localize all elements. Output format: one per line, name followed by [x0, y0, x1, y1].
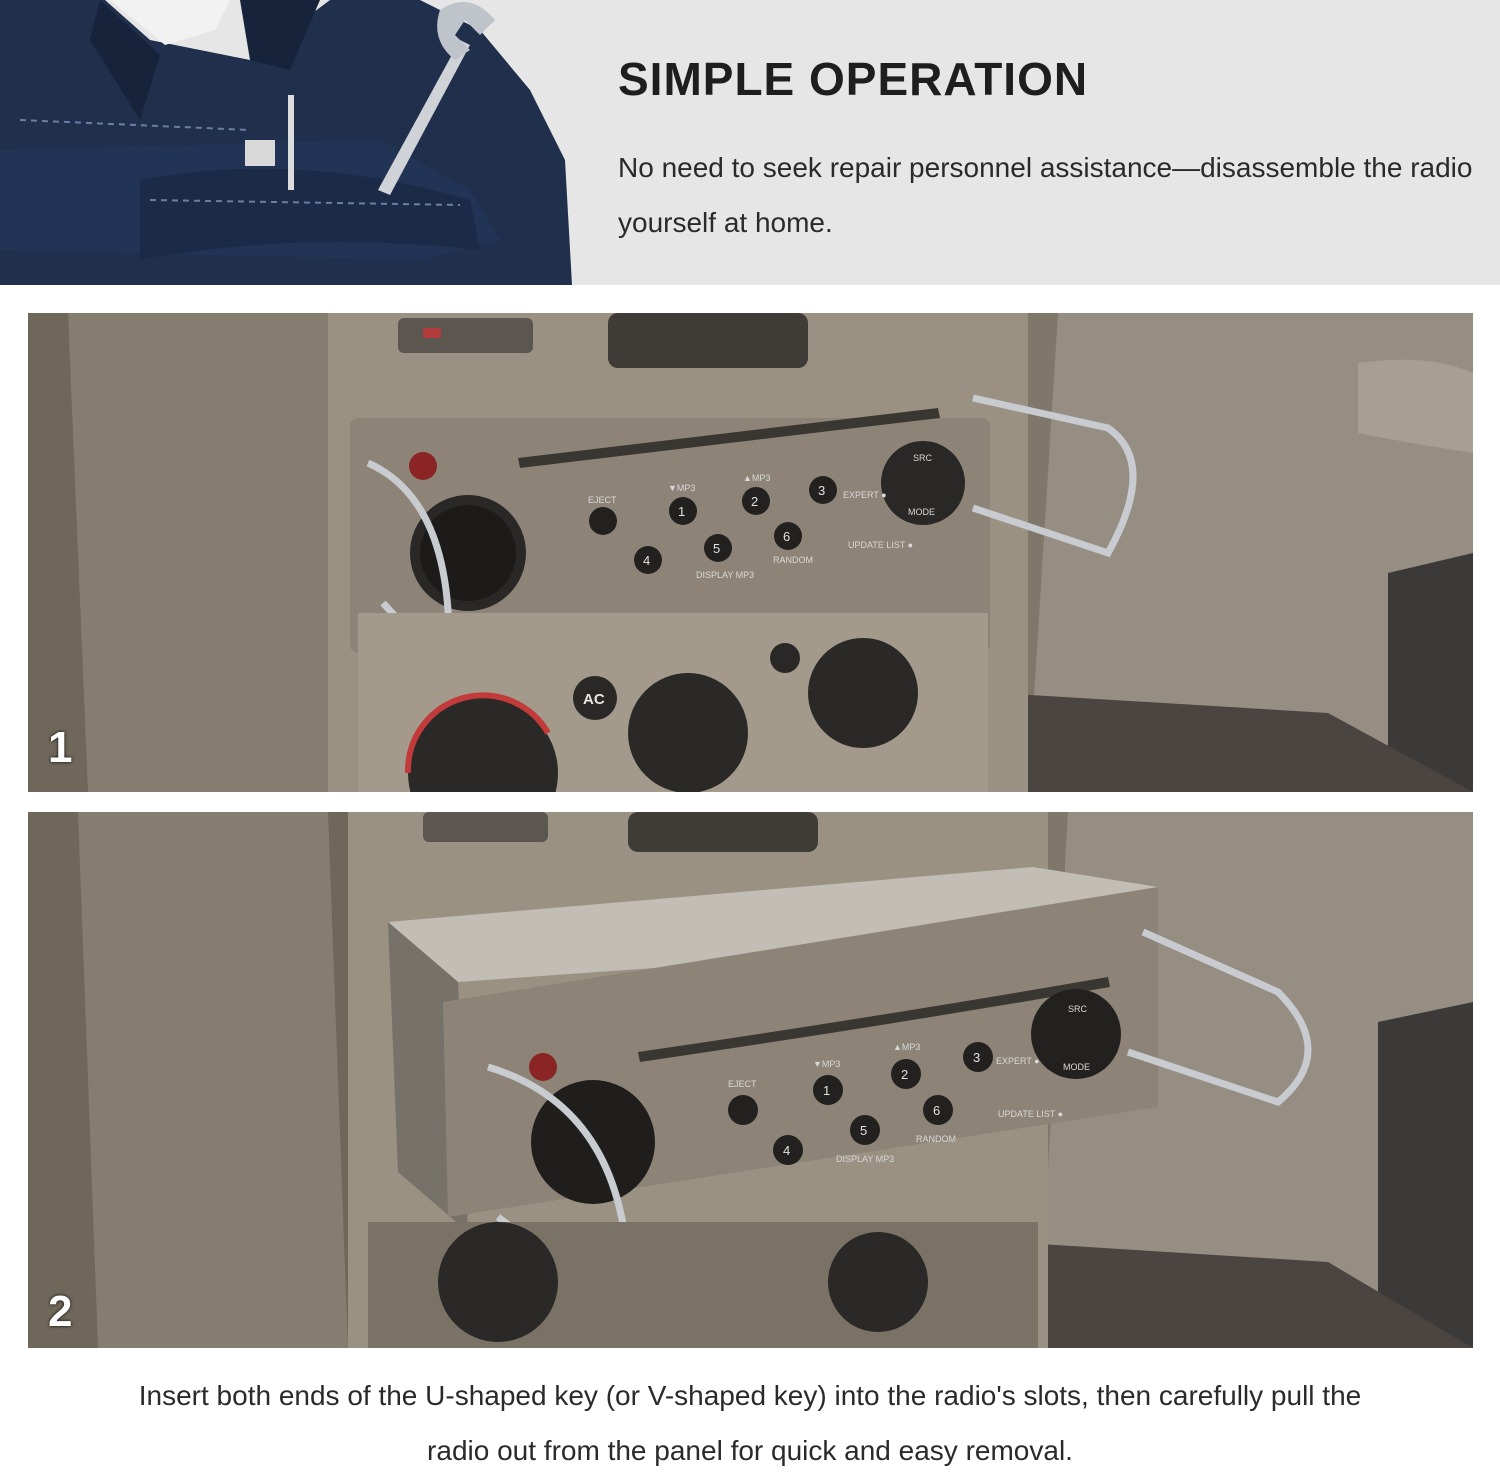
mode-label: MODE	[908, 507, 935, 517]
step-1-photo	[28, 313, 1473, 792]
random-label: RANDOM	[773, 555, 813, 565]
random-label-2: RANDOM	[916, 1134, 956, 1144]
display-mp3-label: DISPLAY MP3	[696, 570, 755, 580]
header-banner	[0, 0, 1500, 285]
button-2-label-2: 2	[901, 1067, 909, 1082]
mp3-down-label: ▼MP3	[668, 483, 696, 493]
expert-label: EXPERT ●	[843, 490, 887, 500]
button-2-label: 2	[751, 494, 759, 509]
display-mp3-label-2: DISPLAY MP3	[836, 1154, 895, 1164]
step-2-photo	[28, 812, 1473, 1348]
dashboard-radio-installed-image	[28, 313, 1473, 792]
mp3-up-label: ▲MP3	[743, 473, 771, 483]
header-description: No need to seek repair personnel assistance—disassemble the radio yourself at home.	[618, 152, 1473, 238]
button-5-label: 5	[713, 541, 721, 556]
button-1-label: 1	[678, 504, 686, 519]
update-list-label: UPDATE LIST ●	[848, 540, 914, 550]
expert-label-2: EXPERT ●	[996, 1056, 1040, 1066]
button-3-label: 3	[818, 483, 826, 498]
button-6-label-2: 6	[933, 1103, 941, 1118]
button-1-label-2: 1	[823, 1083, 831, 1098]
button-6-label: 6	[783, 529, 791, 544]
button-4-label: 4	[643, 553, 651, 568]
eject-label-2: EJECT	[728, 1079, 757, 1089]
src-label: SRC	[913, 453, 933, 463]
button-4-label-2: 4	[783, 1143, 791, 1158]
eject-label: EJECT	[588, 495, 617, 505]
update-list-label-2: UPDATE LIST ●	[998, 1109, 1064, 1119]
src-label-2: SRC	[1068, 1004, 1088, 1014]
button-5-label-2: 5	[860, 1123, 868, 1138]
caption-text: Insert both ends of the U-shaped key (or V-shaped key) into the radio's slots, then carefully pull the radio out from the panel for quick and easy removal.	[138, 1380, 1362, 1466]
page-title: SIMPLE OPERATION	[618, 53, 1089, 105]
mp3-up-label-2: ▲MP3	[893, 1042, 921, 1052]
mode-label-2: MODE	[1063, 1062, 1090, 1072]
dashboard-radio-pulled-out-image	[28, 812, 1473, 1348]
mechanic-photo	[0, 0, 572, 285]
button-3-label-2: 3	[973, 1050, 981, 1065]
ac-button-label: AC	[583, 691, 605, 708]
instruction-caption	[0, 1368, 1500, 1478]
step-1-number: 1	[48, 723, 73, 772]
step-2-number: 2	[48, 1287, 73, 1336]
mp3-down-label-2: ▼MP3	[813, 1059, 841, 1069]
